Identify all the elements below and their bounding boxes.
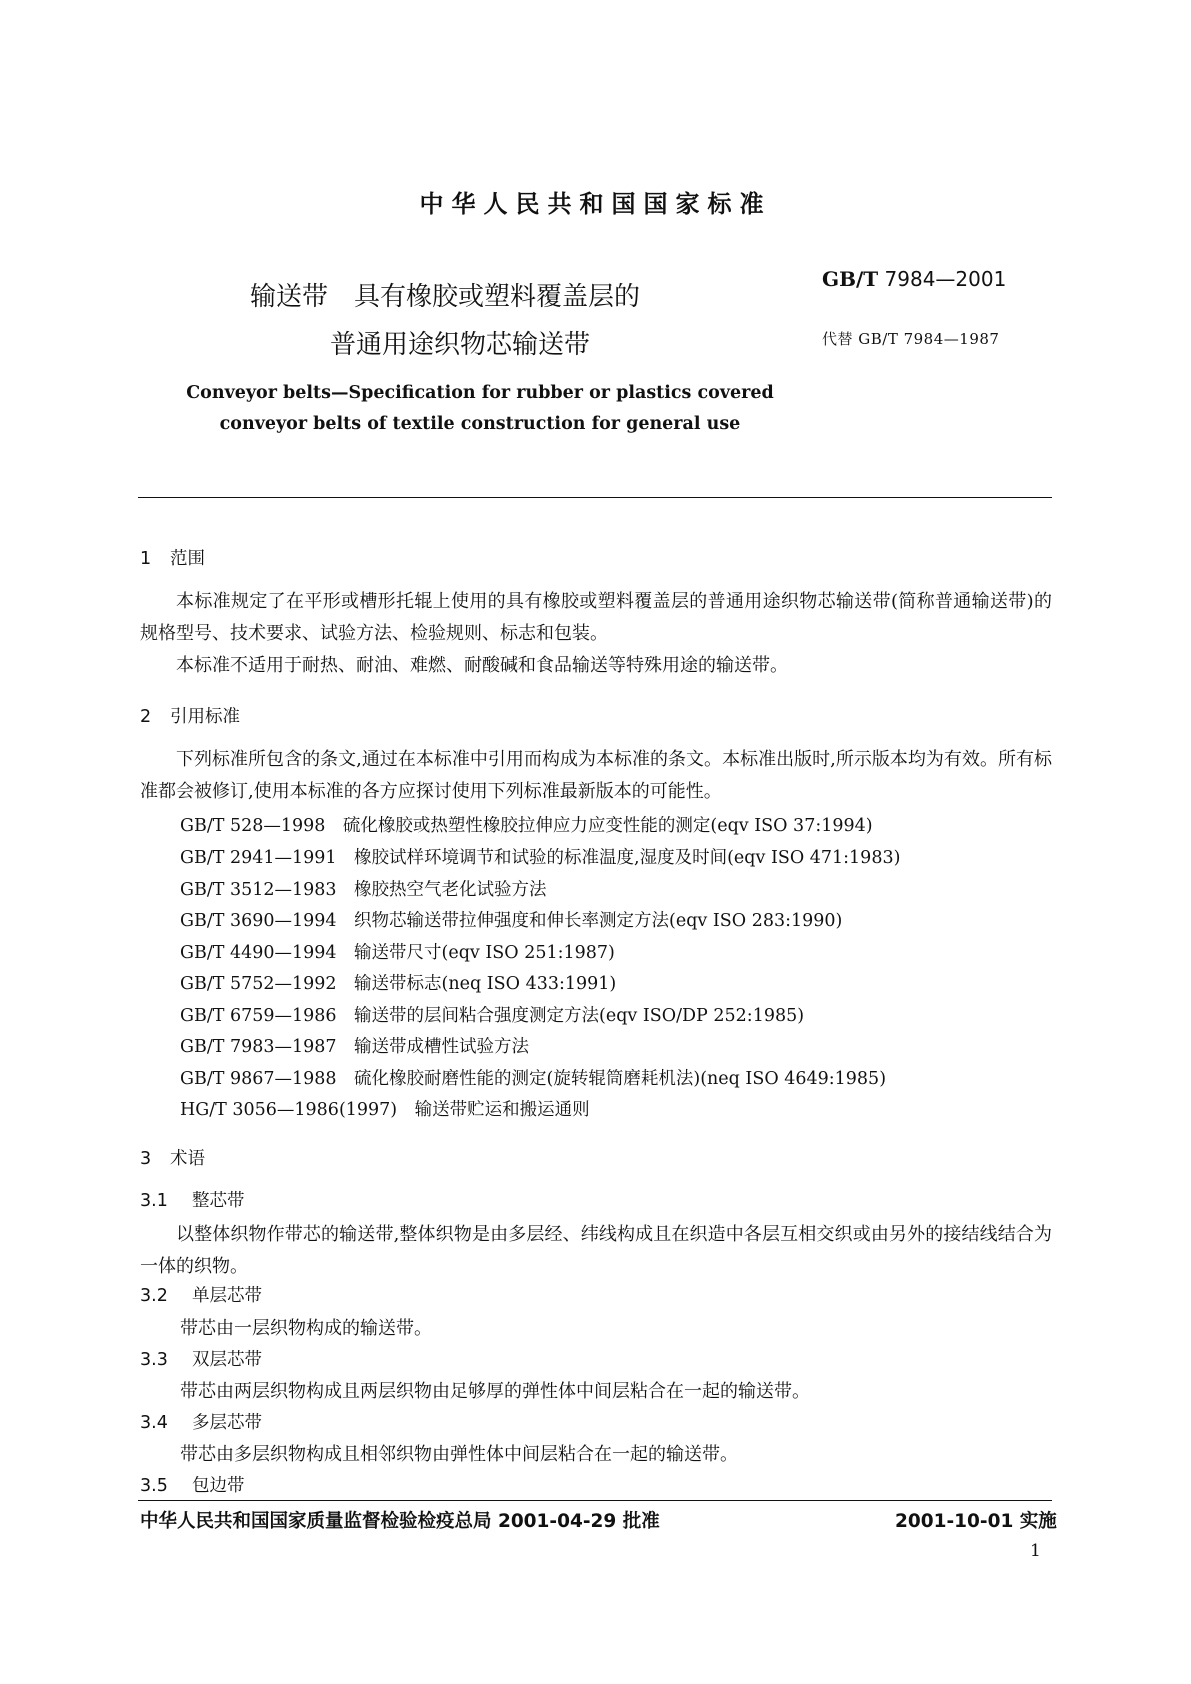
- standard-code: 7984—2001: [884, 267, 1007, 291]
- term-3-3-heading: [140, 1346, 262, 1371]
- section-3-heading: [140, 1145, 205, 1170]
- term-number: 3.4: [140, 1413, 168, 1433]
- footer-divider: [138, 1500, 1052, 1501]
- section-number: 2: [140, 707, 152, 727]
- reference-item: GB/T 9867—1988 硫化橡胶耐磨性能的测定(旋转辊筒磨耗机法)(neq ISO 4649:1985): [180, 1069, 887, 1089]
- title-line-2: 普通用途织物芯输送带: [330, 330, 591, 360]
- term-3-3-definition: 带芯由两层织物构成且两层织物由足够厚的弹性体中间层粘合在一起的输送带。: [180, 1381, 810, 1402]
- term-title: 双层芯带: [192, 1350, 262, 1370]
- term-number: 3.2: [140, 1286, 168, 1306]
- section-1-heading: [140, 545, 205, 570]
- english-title-line-2: conveyor belts of textile construction for general use: [219, 414, 741, 434]
- section-2-heading: [140, 703, 240, 728]
- reference-item: GB/T 3690—1994 织物芯输送带拉伸强度和伸长率测定方法(eqv ISO 283:1990): [180, 911, 843, 931]
- reference-item: GB/T 7983—1987 输送带成槽性试验方法: [180, 1037, 530, 1057]
- header-divider: [138, 497, 1052, 498]
- section-title: 范围: [170, 549, 205, 569]
- term-number: 3.1: [140, 1191, 168, 1211]
- term-3-2-heading: [140, 1282, 262, 1307]
- term-3-4-definition: 带芯由多层织物构成且相邻织物由弹性体中间层粘合在一起的输送带。: [180, 1444, 738, 1465]
- term-title: 单层芯带: [192, 1286, 262, 1306]
- national-standard-header: 中华人民共和国国家标准: [419, 190, 772, 218]
- reference-item: GB/T 5752—1992 输送带标志(neq ISO 433:1991): [180, 974, 617, 994]
- term-3-1-heading: [140, 1187, 245, 1212]
- section-1-paragraph-1: 本标准规定了在平形或槽形托辊上使用的具有橡胶或塑料覆盖层的普通用途织物芯输送带(简称普通输送带)的规格型号、技术要求、试验方法、检验规则、标志和包装。: [140, 591, 1052, 644]
- term-title: 整芯带: [192, 1191, 245, 1211]
- section-title: 术语: [170, 1149, 205, 1169]
- term-3-1-definition: 以整体织物作带芯的输送带,整体织物是由多层经、纬线构成且在织造中各层互相交织或由另外的接结线结合为一体的织物。: [140, 1224, 1052, 1277]
- effective-date: 2001-10-01 实施: [895, 1511, 1057, 1532]
- section-1-paragraph-2: 本标准不适用于耐热、耐油、难燃、耐酸碱和食品输送等特殊用途的输送带。: [176, 655, 788, 676]
- reference-item: GB/T 528—1998 硫化橡胶或热塑性橡胶拉伸应力应变性能的测定(eqv ISO 37:1994): [180, 816, 873, 836]
- section-title: 引用标准: [170, 707, 240, 727]
- term-title: 包边带: [192, 1476, 245, 1496]
- section-number: 3: [140, 1149, 152, 1169]
- standard-prefix: GB/T: [822, 267, 879, 291]
- reference-item: GB/T 6759—1986 输送带的层间粘合强度测定方法(eqv ISO/DP 252:1985): [180, 1006, 805, 1026]
- term-number: 3.3: [140, 1350, 168, 1370]
- page-number: 1: [1030, 1541, 1041, 1561]
- term-number: 3.5: [140, 1476, 168, 1496]
- section-2-paragraph-1: 下列标准所包含的条文,通过在本标准中引用而构成为本标准的条文。本标准出版时,所示版本均为有效。所有标准都会被修订,使用本标准的各方应探讨使用下列标准最新版本的可能性。: [140, 749, 1052, 802]
- term-title: 多层芯带: [192, 1413, 262, 1433]
- reference-item: GB/T 3512—1983 橡胶热空气老化试验方法: [180, 880, 547, 900]
- reference-item: GB/T 4490—1994 输送带尺寸(eqv ISO 251:1987): [180, 943, 615, 963]
- term-3-2-definition: 带芯由一层织物构成的输送带。: [180, 1318, 432, 1339]
- reference-item: GB/T 2941—1991 橡胶试样环境调节和试验的标准温度,湿度及时间(eqv ISO 471:1983): [180, 848, 901, 868]
- term-3-4-heading: [140, 1409, 262, 1434]
- approval-line: 中华人民共和国国家质量监督检验检疫总局 2001-04-29 批准: [140, 1511, 660, 1532]
- standard-number: [822, 267, 1006, 291]
- reference-item: HG/T 3056—1986(1997) 输送带贮运和搬运通则: [180, 1100, 590, 1120]
- title-line-1: 输送带 具有橡胶或塑料覆盖层的: [250, 282, 641, 312]
- section-number: 1: [140, 549, 152, 569]
- term-3-5-heading: [140, 1472, 245, 1497]
- replaces-standard: 代替 GB/T 7984—1987: [822, 330, 1000, 348]
- english-title-line-1: Conveyor belts—Specification for rubber or plastics covered: [186, 383, 774, 403]
